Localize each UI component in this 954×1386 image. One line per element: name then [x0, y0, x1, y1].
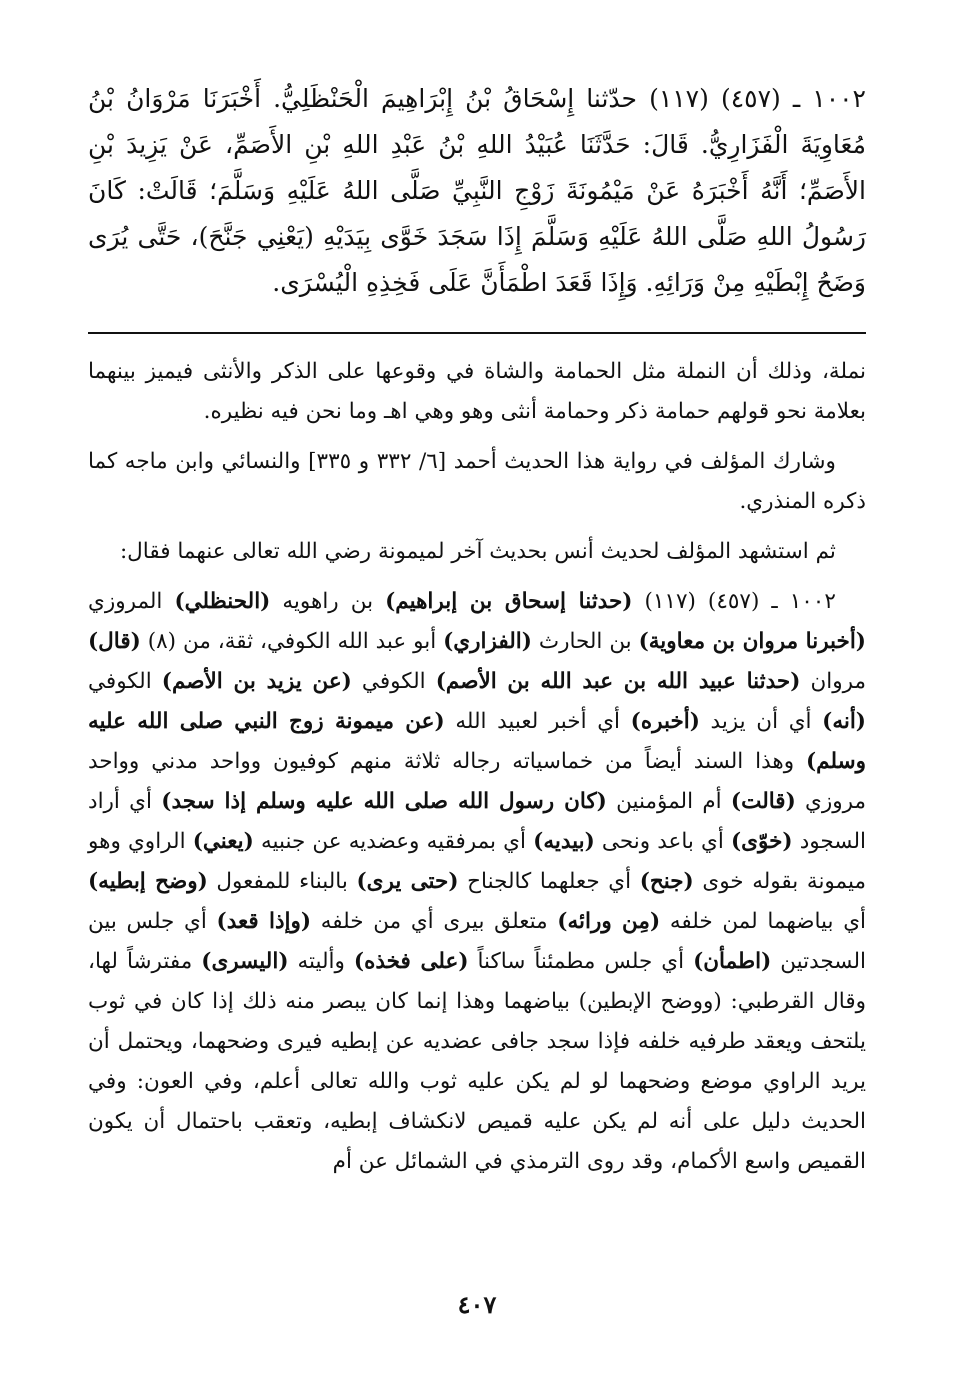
bold-quote-segment: (أنه): [822, 709, 866, 734]
text-segment: بن الحارث: [531, 629, 639, 654]
text-segment: المروزي: [88, 589, 175, 614]
text-segment: أي أراد السجود: [88, 789, 866, 854]
bold-quote-segment: (الحنظلي): [174, 589, 271, 614]
bold-quote-segment: (وإذا قعد): [216, 909, 312, 934]
text-segment: بالبناء للمفعول: [207, 869, 357, 894]
bold-quote-segment: (حدثنا إسحاق بن إبراهيم): [385, 589, 633, 614]
bold-quote-segment: (حدثنا عبيد الله بن عبد الله بن الأصم): [435, 669, 801, 694]
hadith-text: ١٠٠٢ ـ (٤٥٧) (١١٧) حدّثنا إِسْحَاقُ بْنُ إِبْرَاهِيمَ الْحَنْظَلِيُّ. أَخْبَرَنَا مَرْوَانُ بْنُ مُعَاوِيَةَ الْفَزَارِيُّ. قَالَ: حَدَّثَنَا عُبَيْدُ اللهِ بْنُ عَبْدِ اللهِ بْنِ الأَصَمِّ، عَنْ يَزِيدَ بْنِ الأَصَمِّ؛ أَنَّهُ أَخْبَرَهُ عَنْ مَيْمُونَةَ زَوْجِ النَّبِيِّ صَلَّى اللهُ عَلَيْهِ وَسَلَّمَ؛ قَالَتْ: كَانَ رَسُولُ اللهِ صَلَّى اللهُ عَلَيْهِ وَسَلَّمَ إِذَا سَجَدَ خَوَّى بِيَدَيْهِ (يَعْنِي جَنَّحَ)، حَتَّى يُرَى وَضَحُ إِبْطَيْهِ مِنْ وَرَائِهِ. وَإِذَا قَعَدَ اطْمَأَنَّ عَلَى فَخِذِهِ الْيُسْرَى.: [88, 84, 866, 297]
bold-quote-segment: (عن ميمونة زوج النبي صلى الله عليه وسلم): [88, 709, 866, 774]
text-segment: أي جلس بين السجدتين: [88, 909, 867, 974]
text-segment: مفترشاً لها، وقال القرطبي: (ووضح الإبطين) بياضهما وهذا إنما كان يبصر منه ذلك إذا كان في ثوب يلتحف ويعقد طرفيه خلفه فإذا سجد جافى عضديه عن إبطيه فيرى وضحهما، ويحتمل أن يريد الراوي موضع وضحهما لو لم يكن عليه ثوب والله تعالى أعلم، وفي العون: وفي الحديث دليل على أنه لم يكن عليه قميص لانكشاف إبطيه، وتعقب باحتمال أن يكون القميص واسع الأكمام، وقد روى الترمذي في الشمائل عن أم: [88, 949, 866, 1174]
text-segment: وأليته: [288, 949, 354, 974]
page-number: ٤٠٧: [457, 1290, 497, 1319]
bold-quote-segment: (عن يزيد بن الأصم): [161, 669, 352, 694]
text-segment: الراوي وهو ميمونة بقوله خوى: [88, 829, 866, 894]
text-segment: أبو عبد الله الكوفي، ثقة، من (٨): [140, 629, 444, 654]
text-segment: أي أخبر لعبيد الله: [444, 709, 631, 734]
text-segment: أي أن يزيد: [699, 709, 823, 734]
bold-quote-segment: (وضح إبطيه): [88, 869, 208, 894]
text-segment: أي بمرفقيه وعضديه عن جنبيه: [253, 829, 534, 854]
bold-quote-segment: (قال): [88, 629, 141, 654]
text-segment: الكوفي: [351, 669, 436, 694]
text-segment: أي باعد ونحى: [594, 829, 731, 854]
bold-quote-segment: (حتى يرى): [356, 869, 459, 894]
text-segment: بن راهويه: [270, 589, 386, 614]
text-segment: الكوفي: [88, 669, 162, 694]
commentary-paragraph-4: [88, 582, 866, 1182]
commentary-paragraph-3: ثم استشهد المؤلف لحديث أنس بحديث آخر لميمونة رضي الله تعالى عنهما فقال:: [119, 539, 836, 564]
footnote-divider: [88, 332, 866, 334]
bold-quote-segment: (مِن ورائه): [557, 909, 661, 934]
bold-quote-segment: (الفزاري): [443, 629, 532, 654]
bold-quote-segment: (قالت): [730, 789, 796, 814]
text-segment: أم المؤمنين: [606, 789, 731, 814]
page-body: [88, 76, 866, 1192]
bold-quote-segment: (كان رسول الله صلى الله عليه وسلم إذا سجد): [161, 789, 607, 814]
text-segment: مروان: [800, 669, 867, 694]
bold-quote-segment: (اطمأن): [693, 949, 772, 974]
text-segment: أي بياضهما لمن خلفه: [660, 909, 867, 934]
commentary-paragraph-1: نملة، وذلك أن النملة مثل الحمامة والشاة في وقوعها على الذكر والأنثى فيميز بينهما بعلامة نحو قولهم حمامة ذكر وحمامة أنثى وهو وهي اهـ وما نحن فيه نظيره.: [88, 359, 866, 424]
bold-quote-segment: (جنح): [639, 869, 694, 894]
bold-quote-segment: (أخبرنا مروان بن معاوية): [638, 629, 866, 654]
bold-quote-segment: (أخبره): [630, 709, 700, 734]
text-segment: أي جلس مطمئناً ساكناً: [468, 949, 694, 974]
bold-quote-segment: (يعني): [192, 829, 254, 854]
commentary-paragraph-2: وشارك المؤلف في رواية هذا الحديث أحمد [٦/ ٣٣٢ و ٣٣٥] والنسائي وابن ماجه كما ذكره المنذري.: [88, 449, 866, 514]
text-segment: أي جعلهما كالجناح: [458, 869, 640, 894]
bold-quote-segment: (بيديه): [533, 829, 595, 854]
text-segment: ١٠٠٢ ـ (٤٥٧) (١١٧): [632, 589, 836, 614]
commentary: [88, 352, 866, 1182]
bold-quote-segment: (اليسرى): [201, 949, 289, 974]
bold-quote-segment: (خوّى): [731, 829, 793, 854]
text-segment: متعلق بيرى أي من خلفه: [311, 909, 558, 934]
bold-quote-segment: (على فخذه): [353, 949, 469, 974]
text-segment: وهذا السند أيضاً من خماسياته رجاله ثلاثة منهم كوفيون وواحد مدني وواحد مروزي: [88, 749, 866, 814]
